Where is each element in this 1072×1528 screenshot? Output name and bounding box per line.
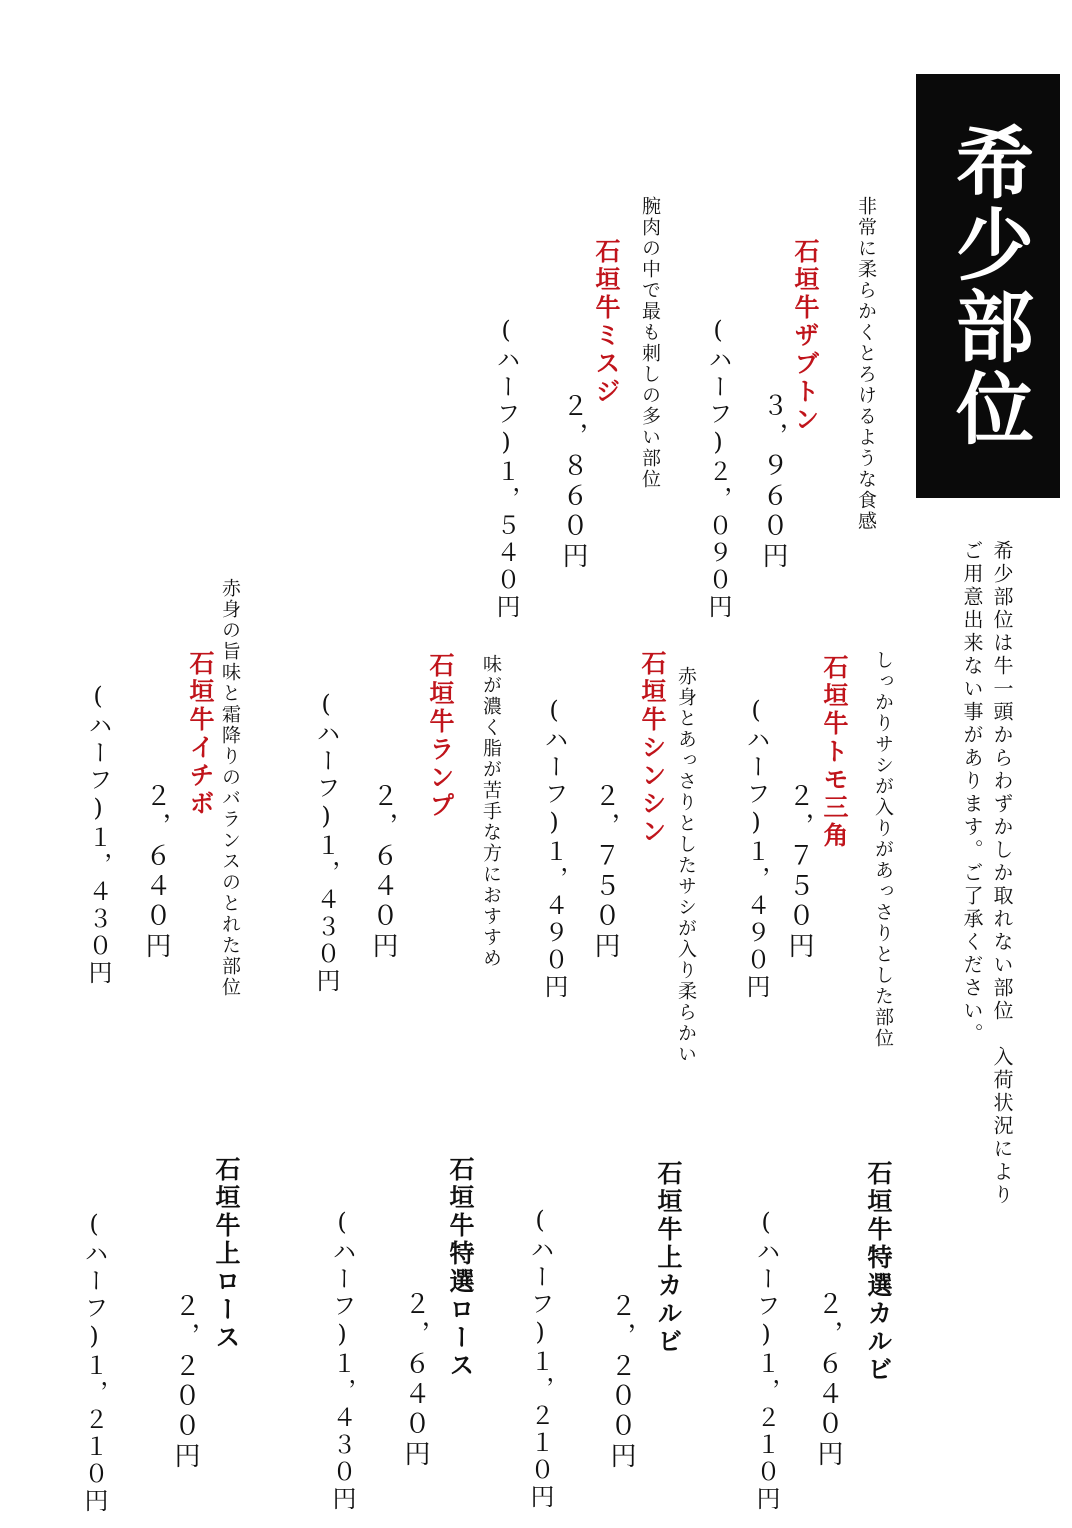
zabuton-price: ３，９６０円 xyxy=(758,392,788,572)
ichibo-half-price: (ハーフ)１，４３０円 xyxy=(84,682,112,987)
jo-karubi-name: 石垣牛上カルビ xyxy=(654,1160,683,1356)
rump-desc: 味が濃く脂が苦手な方におすすめ xyxy=(480,654,502,969)
tokusen-roosu-name: 石垣牛特選ロース xyxy=(446,1156,475,1380)
misuji-name: 石垣牛ミスジ xyxy=(592,238,621,406)
tokusen-karubi-price: ２，６４０円 xyxy=(813,1290,843,1470)
misuji-half-price: (ハーフ)１，５４０円 xyxy=(492,316,520,621)
jo-karubi-half-price: (ハーフ)１，２１０円 xyxy=(526,1206,554,1511)
shinshin-name: 石垣牛シンシン xyxy=(638,650,667,846)
jo-roosu-half-price: (ハーフ)１，２１０円 xyxy=(80,1210,108,1515)
misuji-price: ２，８６０円 xyxy=(558,392,588,572)
ichibo-desc: 赤身の旨味と霜降りのバランスのとれた部位 xyxy=(219,578,241,998)
tomosankaku-name: 石垣牛トモ三角 xyxy=(820,654,849,850)
rump-name: 石垣牛ランプ xyxy=(426,652,455,820)
rump-price: ２，６４０円 xyxy=(368,782,398,962)
jo-karubi-price: ２，２００円 xyxy=(606,1292,636,1472)
tokusen-roosu-price: ２，６４０円 xyxy=(400,1290,430,1470)
tokusen-karubi-name: 石垣牛特選カルビ xyxy=(864,1160,893,1384)
shinshin-price: ２，７５０円 xyxy=(590,782,620,962)
zabuton-half-price: (ハーフ)２，０９０円 xyxy=(704,316,732,621)
intro-line-1: 希少部位は牛一頭からわずかしか取れない部位 入荷状況により xyxy=(990,540,1014,1207)
tokusen-roosu-half-price: (ハーフ)１，４３０円 xyxy=(328,1208,356,1513)
jo-roosu-price: ２，２００円 xyxy=(170,1292,200,1472)
title-block xyxy=(916,74,1060,498)
zabuton-name: 石垣牛ザブトン xyxy=(791,238,820,434)
jo-roosu-name: 石垣牛上ロース xyxy=(212,1156,241,1352)
tomosankaku-half-price: (ハーフ)１，４９０円 xyxy=(742,696,770,1001)
ichibo-name: 石垣牛イチボ xyxy=(186,650,215,818)
shinshin-desc: 赤身とあっさりとしたサシが入り柔らかい xyxy=(675,666,697,1065)
misuji-desc: 腕肉の中で最も刺しの多い部位 xyxy=(639,196,661,490)
tokusen-karubi-half-price: (ハーフ)１，２１０円 xyxy=(752,1208,780,1513)
ichibo-price: ２，６４０円 xyxy=(141,782,171,962)
intro-line-2: ご用意出来ない事があります。ご了承ください。 xyxy=(960,540,984,1046)
tomosankaku-price: ２，７５０円 xyxy=(784,782,814,962)
tomosankaku-desc: しっかりサシが入りがあっさりとした部位 xyxy=(872,650,894,1049)
page-title: 希少部位 xyxy=(943,122,1034,450)
zabuton-desc: 非常に柔らかくとろけるような食感 xyxy=(855,196,877,532)
rump-half-price: (ハーフ)１，４３０円 xyxy=(312,690,340,995)
shinshin-half-price: (ハーフ)１，４９０円 xyxy=(540,696,568,1001)
